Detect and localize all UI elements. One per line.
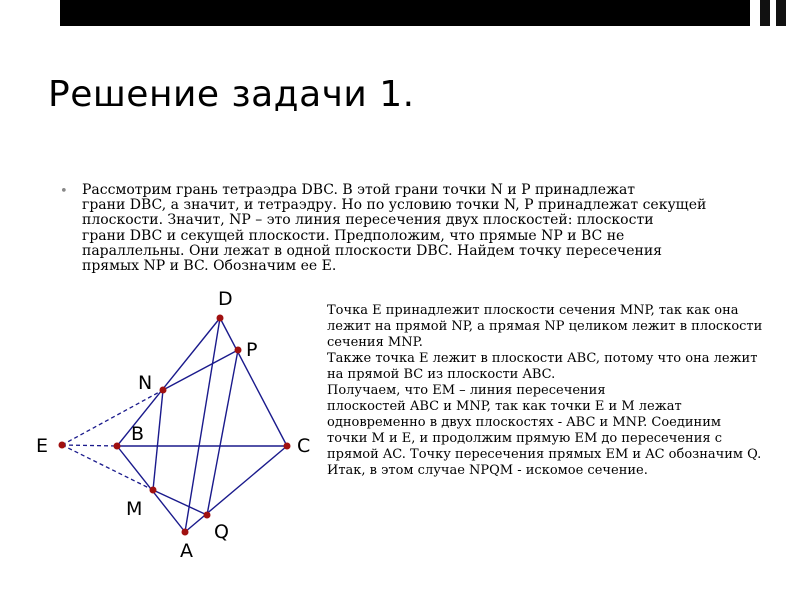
edge-DA	[185, 318, 220, 532]
point-Q	[204, 512, 211, 519]
paragraph-main-line: прямых NP и BC. Обозначим ее E.	[82, 258, 337, 275]
label-M: M	[126, 498, 143, 520]
label-P: P	[246, 339, 258, 361]
label-A: A	[180, 540, 193, 562]
slide-title: Решение задачи 1.	[48, 74, 415, 115]
point-M	[150, 487, 157, 494]
paragraph-side-line: Получаем, что EM – линия пересечения	[327, 383, 606, 398]
paragraph-main-line: грани DBC и секущей плоскости. Предположим, что прямые NP и BC не	[82, 227, 625, 244]
point-A	[182, 529, 189, 536]
paragraph-main-line: Рассмотрим грань тетраэдра DBC. В этой грани точки N и P принадлежат	[82, 183, 636, 198]
edge-DC	[220, 318, 287, 446]
paragraph-main-line: параллельны. Они лежат в одной плоскости DBC. Найдем точку пересечения	[82, 242, 663, 259]
point-B	[114, 443, 121, 450]
paragraph-side-line: на прямой BC из плоскости ABC.	[327, 367, 556, 382]
edge-CA	[185, 446, 287, 532]
point-C	[284, 443, 291, 450]
paragraph-side-line: точки M и E, и продолжим прямую EM до пересечения с	[327, 431, 722, 446]
paragraph-side-line: Итак, в этом случае NPQM - искомое сечение.	[327, 463, 648, 478]
diagram-dashed	[62, 390, 163, 490]
paragraph-side-line: лежит на прямой NP, а прямая NP целиком лежит в плоскости	[327, 319, 763, 334]
point-E	[59, 442, 66, 449]
segment-NM	[153, 390, 163, 490]
dashed-EN	[62, 390, 163, 445]
paragraph-main-line: грани DBC, а значит, и тетраэдру. Но по условию точки N, P принадлежат секущей	[82, 197, 707, 214]
dashed-EB	[62, 445, 117, 446]
paragraph-side-line: Точка E принадлежит плоскости сечения MNP, так как она	[327, 303, 739, 318]
paragraph-side-line: Также точка E лежит в плоскости ABC, потому что она лежит	[327, 351, 758, 366]
dashed-EM	[62, 445, 153, 490]
paragraph-side-line: сечения MNP.	[327, 335, 423, 350]
segment-NP	[163, 350, 238, 390]
segment-PQ	[207, 350, 238, 515]
paragraph-side-line: одновременно в двух плоскостях - ABC и MNP. Соединим	[327, 415, 721, 430]
label-B: B	[131, 423, 145, 445]
point-P	[235, 347, 242, 354]
bullet-marker: •	[60, 184, 68, 199]
paragraph-main-line: плоскости. Значит, NP – это линия пересечения двух плоскостей: плоскости	[82, 212, 654, 229]
point-N	[160, 387, 167, 394]
point-D	[217, 315, 224, 322]
label-D: D	[218, 288, 233, 310]
label-N: N	[138, 372, 153, 394]
label-C: C	[297, 435, 311, 457]
label-Q: Q	[214, 521, 229, 543]
paragraph-side-line: плоскостей ABC и MNP, так как точки E и M лежат	[327, 399, 682, 414]
paragraph-side-line: прямой AC. Точку пересечения прямых EM и AC обозначим Q.	[327, 447, 762, 462]
label-E: E	[36, 435, 49, 457]
